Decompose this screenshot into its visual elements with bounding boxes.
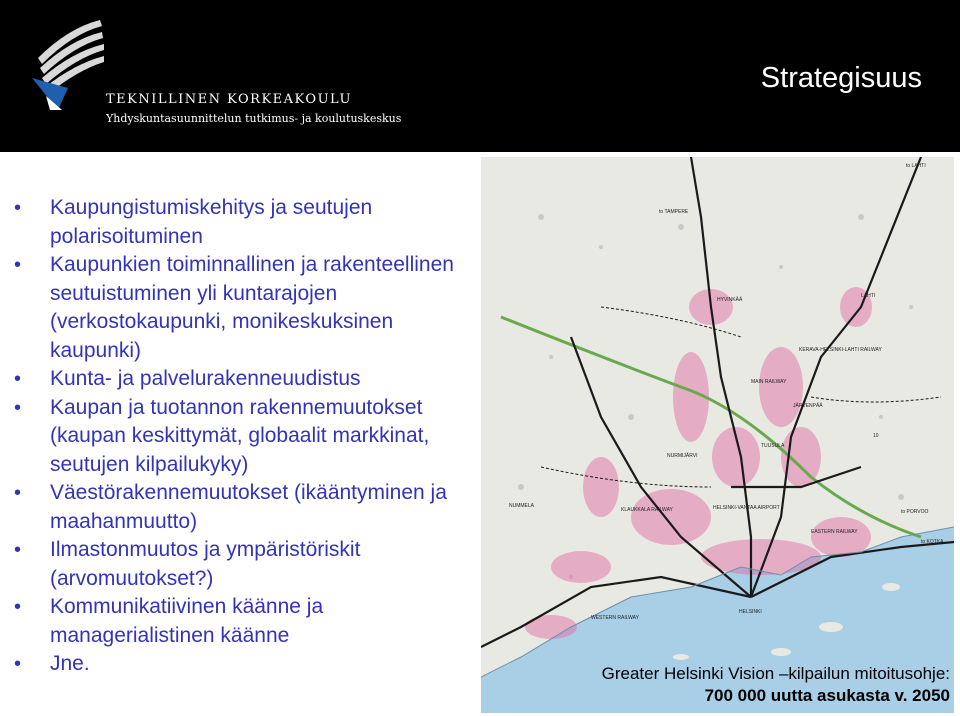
map-label: NURMIJÄRVI	[667, 453, 698, 459]
bullet-item	[14, 593, 484, 650]
map-label: 10	[873, 433, 879, 439]
bullet-text: Kommunikatiivinen käänne ja managerialistinen käänne	[50, 595, 324, 647]
bullet-text: Kaupungistumiskehitys ja seutujen polarisoituminen	[50, 196, 373, 248]
map-label: HYVINKÄÄ	[717, 297, 743, 303]
bullet-item	[14, 536, 484, 593]
bullet-dot-icon: •	[14, 368, 22, 390]
bullet-dot-icon: •	[14, 254, 22, 276]
caption-line-2: 700 000 uutta asukasta v. 2050	[704, 686, 950, 705]
map-label: HELSINKI	[739, 609, 762, 615]
map-label: to TAMPERE	[659, 209, 689, 215]
bullet-text: Kaupan ja tuotannon rakennemuutokset (kaupan keskittymät, globaalit markkinat, seutujen kilpailukyky)	[50, 395, 430, 476]
bullet-text: Ilmastonmuutos ja ympäristöriskit (arvomuutokset?)	[50, 538, 361, 590]
header-bar	[0, 0, 960, 152]
institution-name: TEKNILLINEN KORKEAKOULU	[106, 92, 352, 107]
bullet-item	[14, 251, 484, 365]
map-label: to LAHTI	[906, 163, 926, 169]
bullet-item	[14, 365, 484, 394]
bullet-text: Väestörakennemuutokset (ikääntyminen ja maahanmuutto)	[50, 481, 447, 533]
bullet-item	[14, 479, 484, 536]
bullet-dot-icon: •	[14, 396, 22, 419]
map-caption	[562, 664, 950, 708]
map-label: LAHTI	[861, 293, 876, 299]
map-label: MAIN RAILWAY	[751, 379, 787, 385]
map-label: to PORVOO	[901, 509, 929, 515]
bullet-dot-icon: •	[14, 197, 22, 219]
map-label: KLAUKKALA RAILWAY	[621, 507, 673, 513]
bullet-dot-icon: •	[14, 653, 22, 675]
bullet-list	[14, 194, 484, 679]
regional-map-graphic	[481, 157, 954, 713]
map-label: TUUSULA	[761, 443, 785, 449]
tkk-logo-icon	[28, 18, 108, 110]
map-label: JÄRVENPÄÄ	[793, 403, 823, 409]
map-label: NUMMELA	[509, 503, 535, 509]
map-label: KERAVA-HELSINKI-LAHTI RAILWAY	[799, 347, 882, 353]
bullet-dot-icon: •	[14, 539, 22, 561]
map-label: HELSINKI-VANTAA AIRPORT	[713, 505, 780, 511]
regional-map	[481, 157, 954, 713]
bullet-item	[14, 194, 484, 251]
bullet-text: Kaupunkien toiminnallinen ja rakenteellinen seutuistuminen yli kuntarajojen (verkostokaupunki, monikeskuksinen kaupunki)	[50, 253, 454, 362]
map-label: to KOTKA	[921, 539, 944, 545]
caption-line-1: Greater Helsinki Vision –kilpailun mitoitusohje:	[601, 664, 950, 683]
bullet-item	[14, 394, 484, 480]
slide-title: Strategisuus	[760, 62, 922, 94]
map-label: WESTERN RAILWAY	[591, 615, 639, 621]
bullet-dot-icon: •	[14, 482, 22, 504]
bullet-text: Kunta- ja palvelurakenneuudistus	[50, 367, 361, 390]
bullet-dot-icon: •	[14, 596, 22, 618]
institution-subtitle: Yhdyskuntasuunnittelun tutkimus- ja koulutuskeskus	[106, 112, 402, 125]
map-label: EASTERN RAILWAY	[811, 529, 858, 535]
bullet-item	[14, 650, 484, 679]
bullet-text: Jne.	[50, 652, 90, 675]
